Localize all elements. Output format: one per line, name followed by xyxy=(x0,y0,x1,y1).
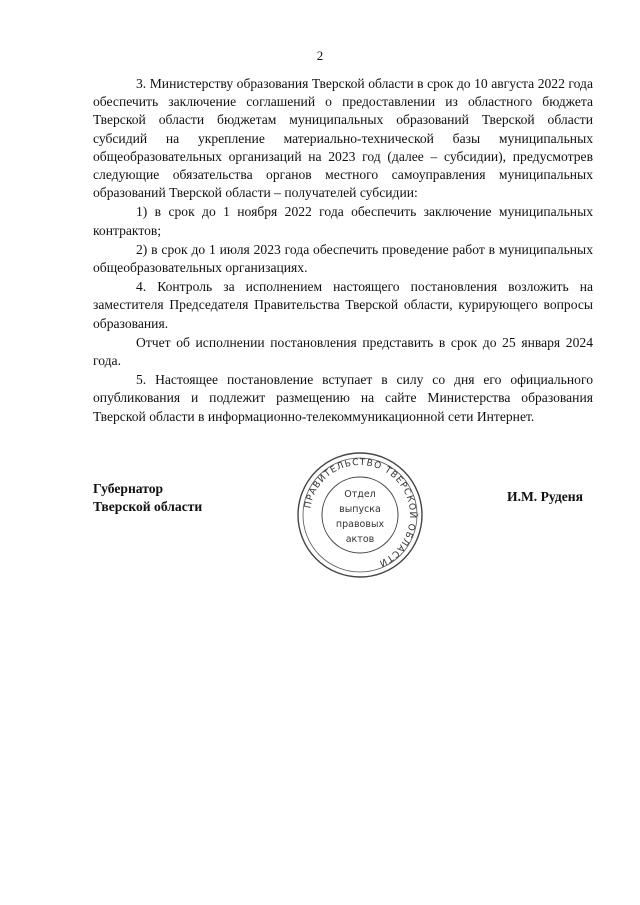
paragraph-4-report: Отчет об исполнении постановления представить в срок до 25 января 2024 года. xyxy=(93,334,593,369)
stamp-graphic xyxy=(295,450,425,580)
paragraph-5: 5. Настоящее постановление вступает в силу со дня его официального опубликования и подлежит размещению на сайте Министерства образования Тверской области в информационно-телекоммуникационной сети Интернет. xyxy=(93,372,593,424)
official-stamp xyxy=(295,450,425,580)
stamp-center-line-2: выпуска xyxy=(339,504,381,515)
stamp-ring-text: ПРАВИТЕЛЬСТВО ТВЕРСКОЙ ОБЛАСТИ xyxy=(303,457,418,569)
signatory-region: Тверской области xyxy=(93,499,203,514)
signatory-name: И.М. Руденя xyxy=(507,489,583,504)
stamp-center-line-4: актов xyxy=(345,534,375,545)
signatory-title: Губернатор xyxy=(93,481,164,496)
paragraph-4: 4. Контроль за исполнением настоящего постановления возложить на заместителя Председателя Правительства Тверской области, курирующего вопросы образования. xyxy=(93,279,593,331)
document-body xyxy=(93,75,593,427)
stamp-center-line-3: правовых xyxy=(335,519,385,530)
stamp-center-line-1: Отдел xyxy=(344,489,376,500)
stamp-outer-ring xyxy=(298,453,422,577)
paragraph-3: 3. Министерству образования Тверской области в срок до 10 августа 2022 года обеспечить заключение соглашений о предоставлении из областного бюджета Тверской области бюджетам муниципальных образований Тверской области субсидий на укрепление материально-технической базы муниципальных общеобразовательных организаций на 2023 год (далее – субсидии), предусмотрев следующие обязательства органов местного самоуправления муниципальных образований Тверской области – получателей субсидии: xyxy=(93,76,593,201)
paragraph-3-item-2: 2) в срок до 1 июля 2023 года обеспечить проведение работ в муниципальных общеобразовательных организациях. xyxy=(93,241,593,276)
page-number: 2 xyxy=(316,48,324,63)
paragraph-3-item-1: 1) в срок до 1 ноября 2022 года обеспечить заключение муниципальных контрактов; xyxy=(93,204,593,238)
signatory-position xyxy=(93,480,202,516)
